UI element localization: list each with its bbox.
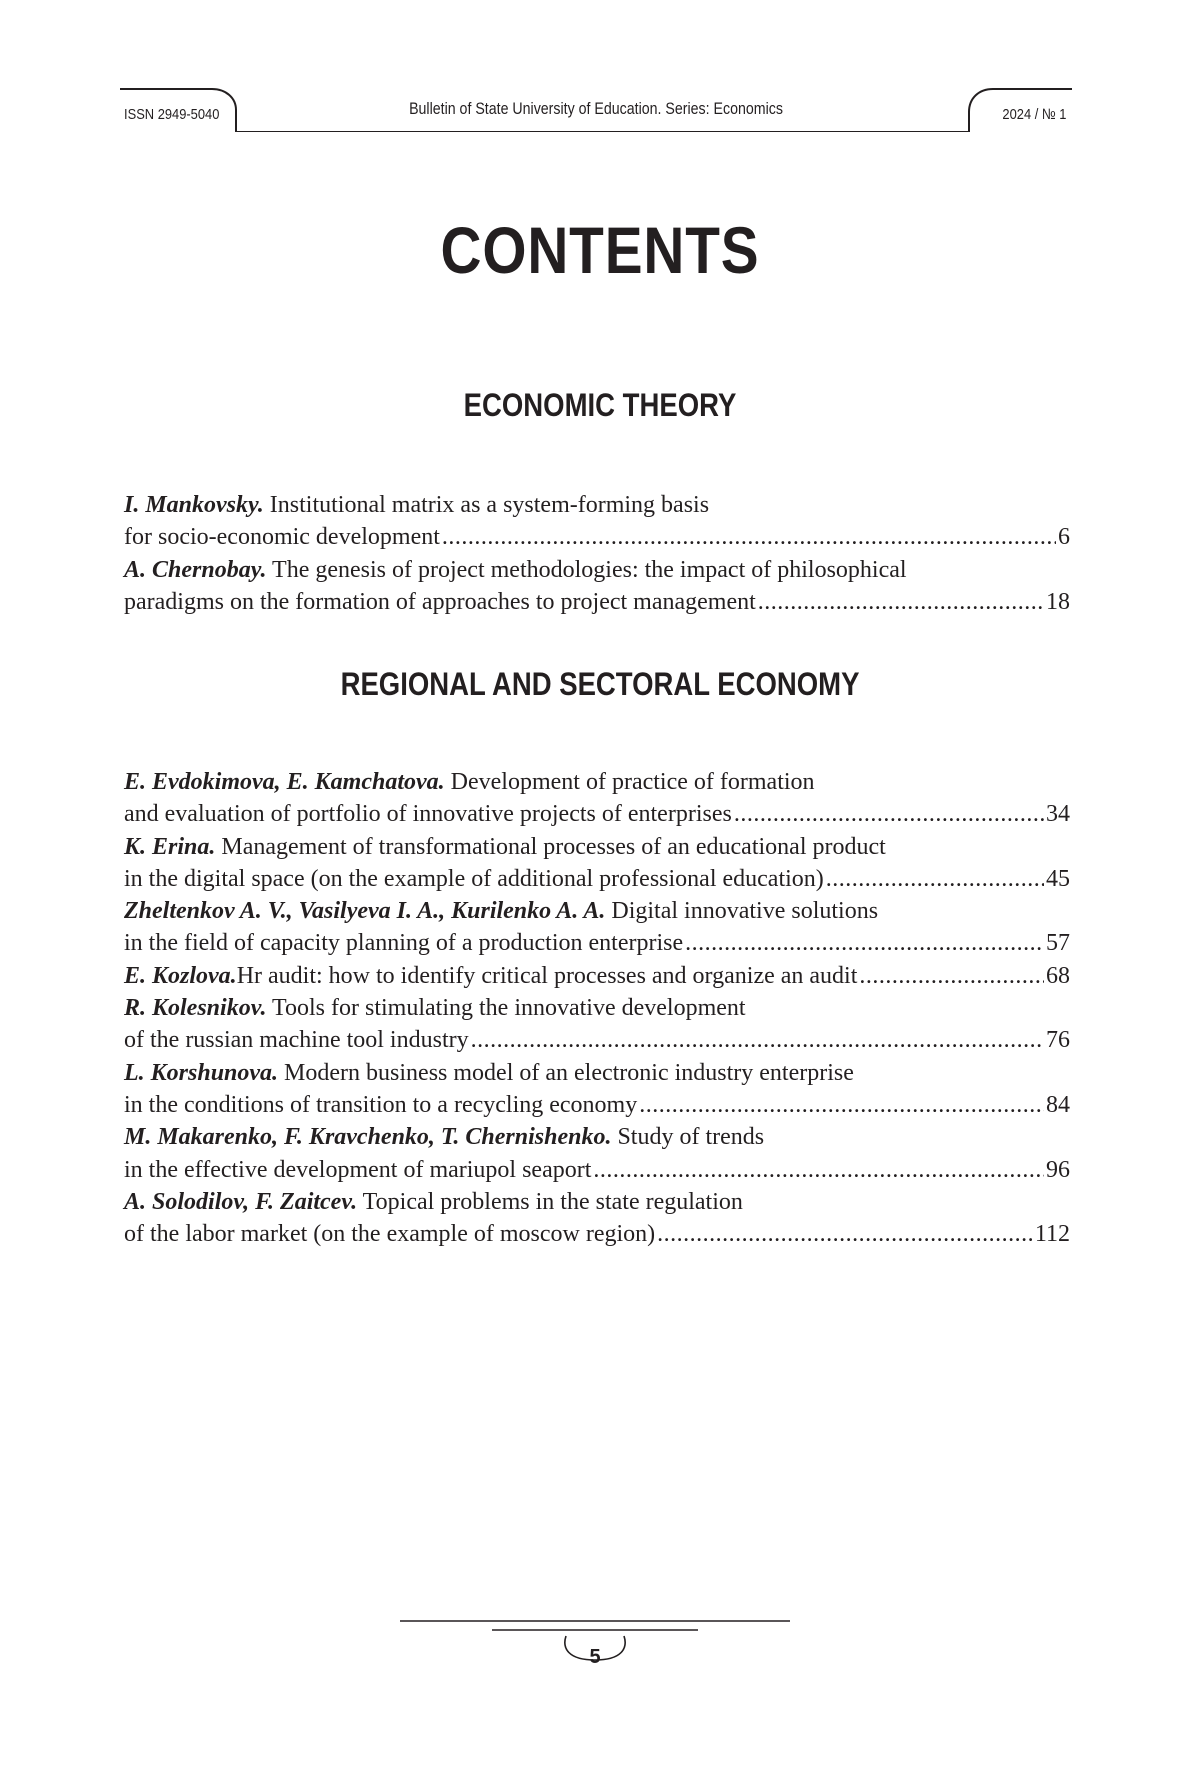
journal-title: Bulletin of State University of Education. Series: Economics	[409, 100, 783, 118]
dot-leader	[639, 1089, 1044, 1121]
entry-authors: Zheltenkov A. V., Vasilyeva I. A., Kurilenko A. A.	[124, 898, 606, 925]
issue-label: 2024 / № 1	[1001, 106, 1066, 123]
toc-entry[interactable]	[124, 960, 1070, 992]
toc-section-regional-sectoral-economy	[124, 766, 1070, 1250]
page-number: 5	[589, 1646, 601, 1668]
dot-leader	[685, 927, 1044, 959]
entry-page-number: 96	[1046, 1156, 1070, 1183]
entry-title-line1: The genesis of project methodologies: the impact of philosophical	[266, 556, 907, 583]
dot-leader	[758, 586, 1044, 618]
entry-title-line2: in the conditions of transition to a recycling economy	[124, 1091, 638, 1118]
entry-authors: R. Kolesnikov.	[124, 995, 267, 1022]
entry-page-number: 76	[1046, 1027, 1070, 1054]
entry-title-line1: Topical problems in the state regulation	[357, 1188, 743, 1215]
toc-entry[interactable]	[124, 1121, 1070, 1186]
running-header	[120, 86, 1072, 132]
entry-authors: M. Makarenko, F. Kravchenko, T. Chernishenko.	[124, 1124, 612, 1151]
entry-title-line2: for socio-economic development	[124, 524, 440, 551]
entry-title-line2: paradigms on the formation of approaches to project management	[124, 588, 756, 615]
dot-leader	[657, 1218, 1033, 1250]
entry-title-line1: Modern business model of an electronic industry enterprise	[278, 1059, 854, 1086]
entry-authors: K. Erina.	[124, 833, 216, 860]
entry-title-line1: Management of transformational processes of an educational product	[215, 833, 886, 860]
entry-page-number: 34	[1046, 801, 1070, 828]
entry-title-line2: of the labor market (on the example of moscow region)	[124, 1221, 656, 1248]
entry-title-line2: Hr audit: how to identify critical processes and organize an audit	[236, 962, 858, 989]
dot-leader	[859, 960, 1044, 992]
toc-entry[interactable]	[124, 992, 1070, 1057]
entry-authors: A. Chernobay.	[124, 556, 267, 583]
section-heading-regional-sectoral-economy: REGIONAL AND SECTORAL ECONOMY	[340, 666, 860, 702]
entry-page-number: 18	[1046, 588, 1070, 615]
toc-entry[interactable]	[124, 831, 1070, 896]
entry-page-number: 84	[1046, 1091, 1070, 1118]
toc-entry[interactable]	[124, 1057, 1070, 1122]
entry-authors: I. Mankovsky.	[124, 492, 264, 518]
page-footer	[400, 1618, 790, 1678]
issn-label: ISSN 2949-5040	[124, 106, 220, 123]
toc-entry[interactable]	[124, 895, 1070, 960]
entry-authors: L. Korshunova.	[124, 1059, 279, 1086]
toc-entry[interactable]	[124, 766, 1070, 831]
entry-title-line2: in the field of capacity planning of a production enterprise	[124, 930, 684, 957]
entry-title-line1: Study of trends	[611, 1124, 765, 1151]
entry-title-line1: Digital innovative solutions	[605, 898, 879, 925]
entry-title-line1: Tools for stimulating the innovative development	[266, 995, 746, 1022]
dot-leader	[442, 521, 1056, 553]
entry-page-number: 57	[1046, 930, 1070, 957]
toc-entry[interactable]	[124, 1186, 1070, 1251]
entry-authors: A. Solodilov, F. Zaitcev.	[124, 1188, 358, 1215]
entry-authors: E. Kozlova.	[124, 962, 237, 989]
entry-page-number: 6	[1058, 524, 1070, 551]
toc-entry[interactable]	[124, 554, 1070, 619]
page-title: CONTENTS	[440, 213, 760, 287]
entry-authors: E. Evdokimova, E. Kamchatova.	[124, 769, 445, 795]
entry-title-line2: in the digital space (on the example of additional professional education)	[124, 865, 824, 892]
entry-page-number: 112	[1034, 1221, 1070, 1248]
dot-leader	[734, 798, 1044, 830]
entry-title-line1: Development of practice of formation	[444, 769, 815, 795]
entry-page-number: 45	[1046, 865, 1070, 892]
dot-leader	[593, 1154, 1044, 1186]
dot-leader	[826, 863, 1044, 895]
entry-title-line2: in the effective development of mariupol seaport	[124, 1156, 592, 1183]
dot-leader	[471, 1024, 1044, 1056]
toc-section-economic-theory	[124, 489, 1070, 618]
entry-title-line2: of the russian machine tool industry	[124, 1027, 469, 1054]
entry-title-line2: and evaluation of portfolio of innovative projects of enterprises	[124, 801, 732, 828]
section-heading-economic-theory: ECONOMIC THEORY	[463, 387, 737, 423]
entry-title-line1: Institutional matrix as a system-forming basis	[263, 492, 710, 518]
entry-page-number: 68	[1046, 962, 1070, 989]
toc-entry[interactable]	[124, 489, 1070, 554]
